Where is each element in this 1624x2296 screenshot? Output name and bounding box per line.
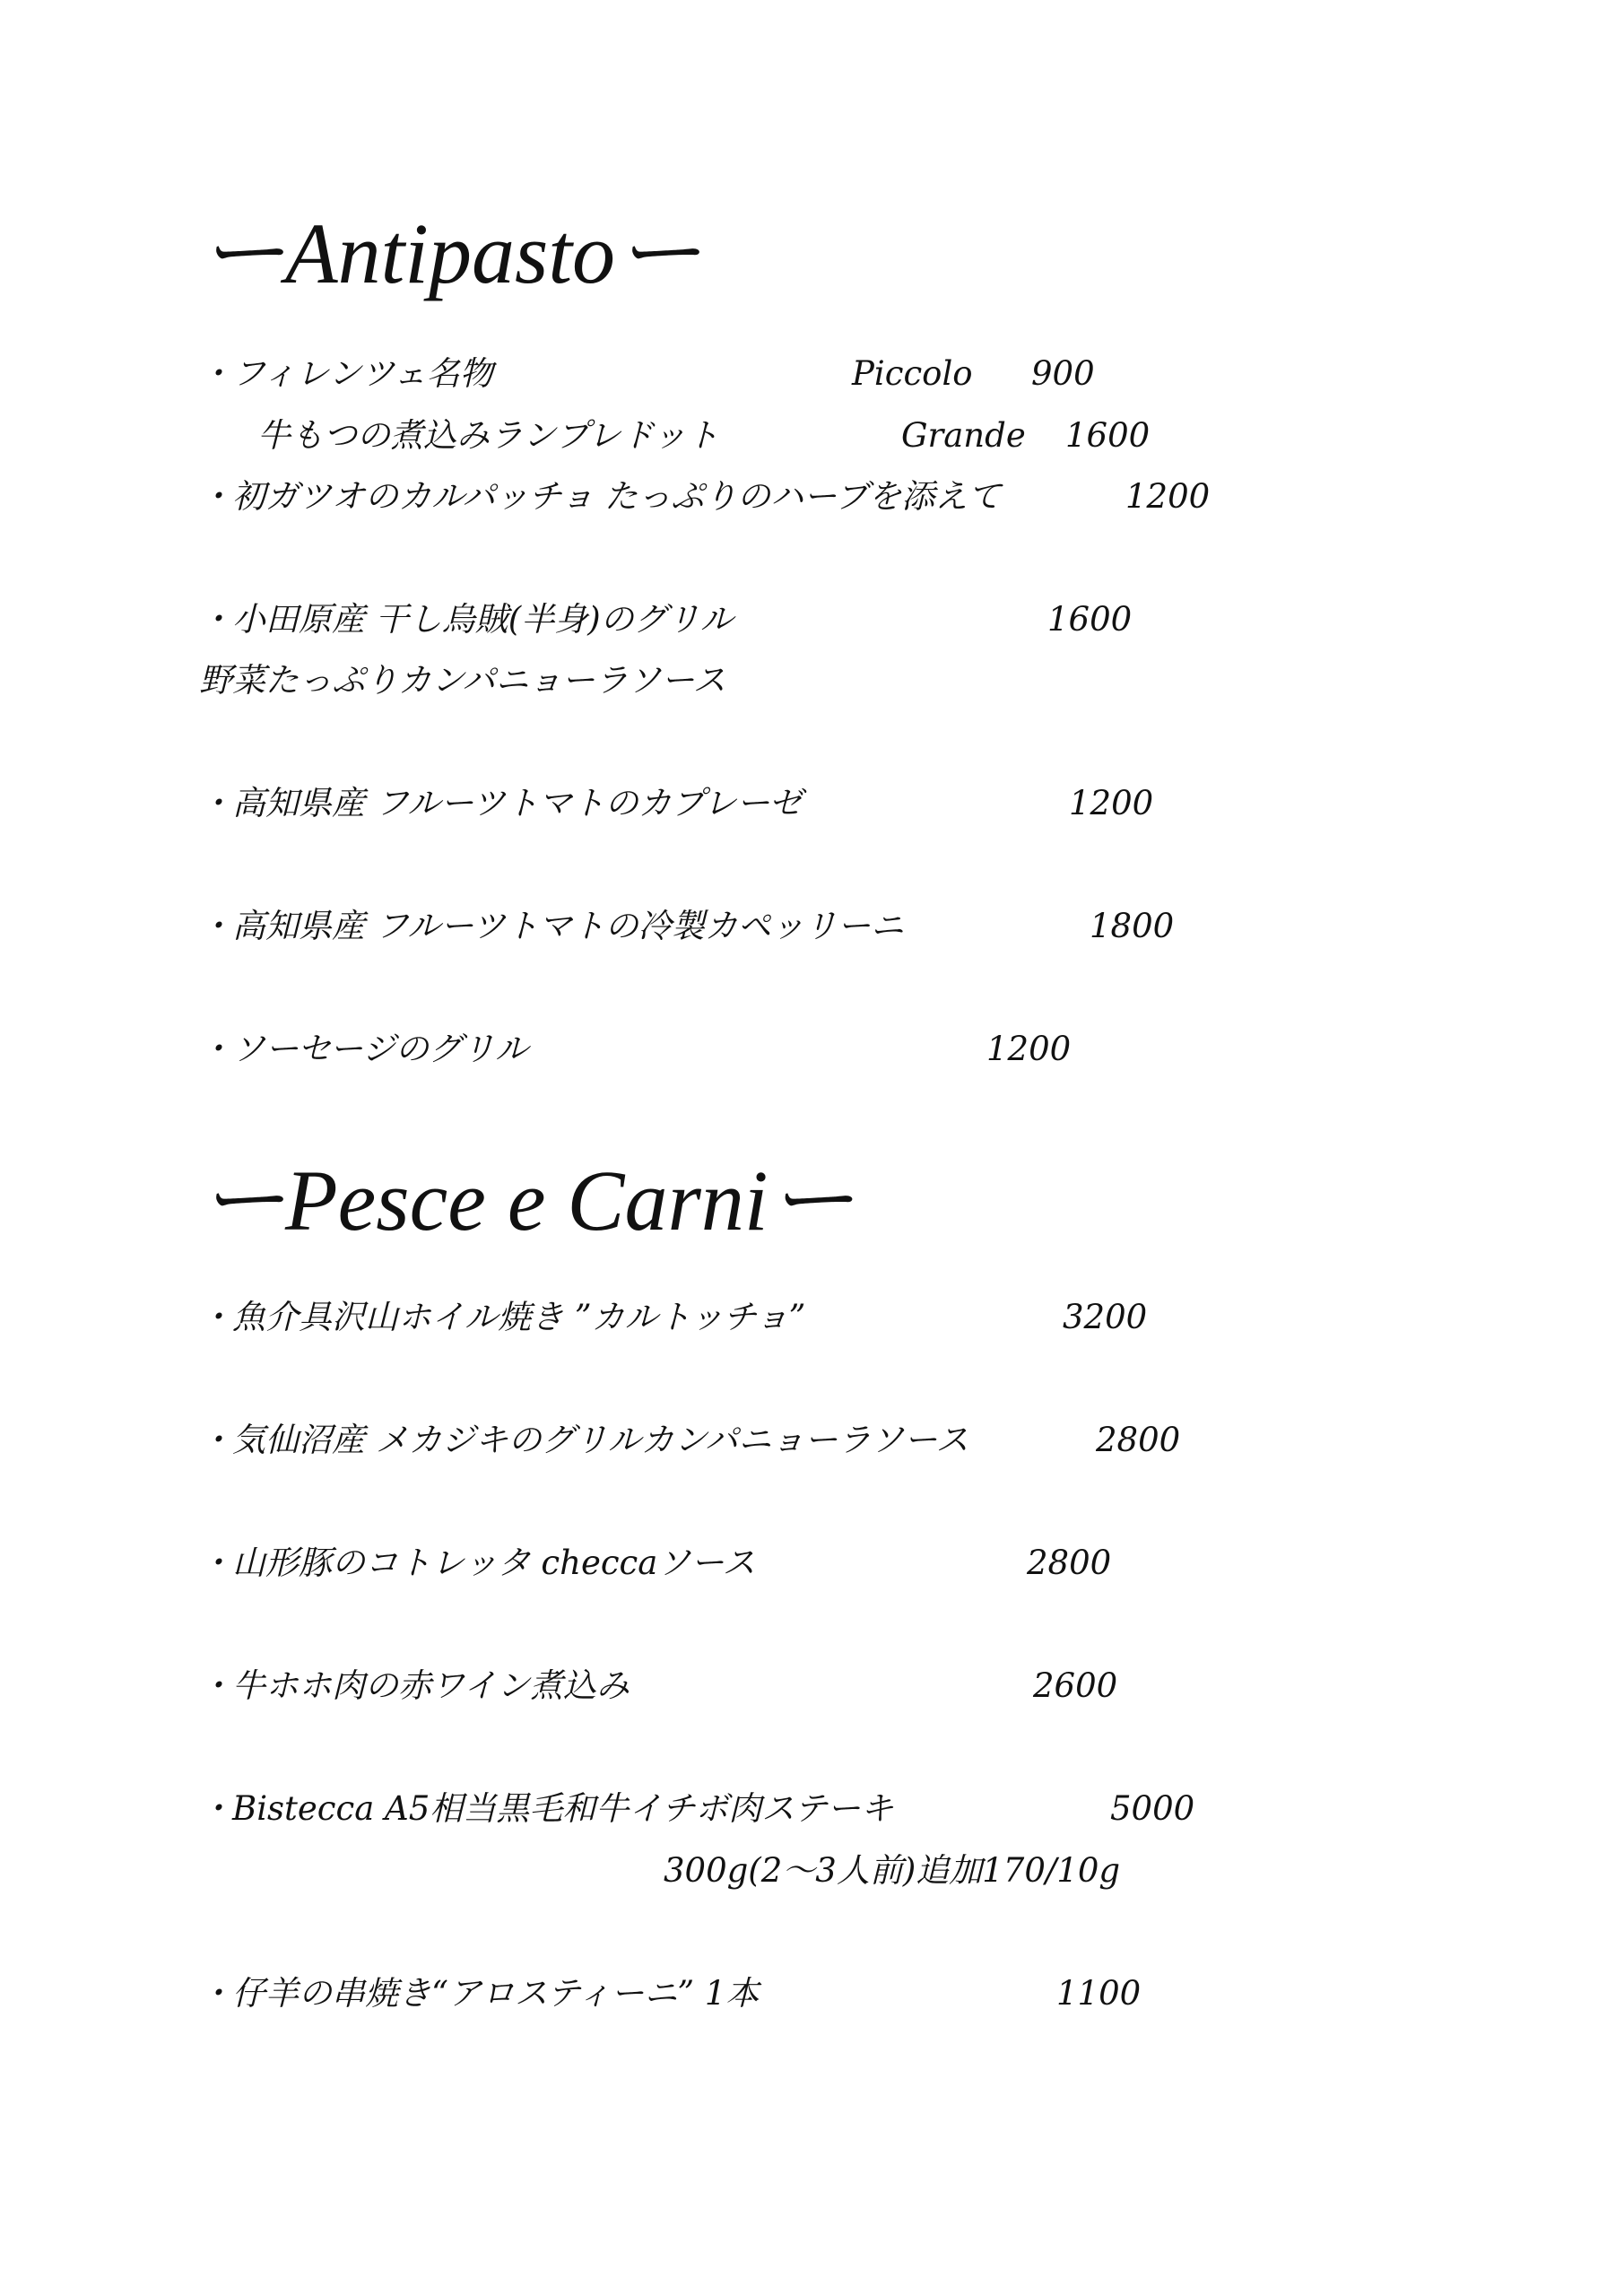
item-name: ・山形豚のコトレッタ checcaソース — [199, 1544, 756, 1582]
item-price: 5000 — [1110, 1789, 1195, 1828]
item-name: ・小田原産 干し烏賊(半身)のグリル — [199, 600, 734, 639]
item-price: 1200 — [986, 1030, 1072, 1068]
item-name: ・Bistecca A5相当黒毛和牛イチボ肉ステーキ — [199, 1789, 894, 1828]
item-price: 3200 — [1063, 1298, 1148, 1336]
item-price: 1200 — [1125, 477, 1211, 516]
item-name: ・高知県産 フルーツトマトの冷製カペッリーニ — [199, 907, 904, 945]
item-note: 300g(2〜3人前)追加170/10g — [664, 1851, 1121, 1890]
item-name: ・気仙沼産 メカジキのグリルカンパニョーラソース — [199, 1421, 969, 1459]
item-price: 1600 — [1047, 600, 1133, 639]
item-price: 2800 — [1027, 1544, 1112, 1582]
price-piccolo: 900 — [1031, 354, 1095, 393]
item-name: ・高知県産 フルーツトマトのカプレーゼ — [199, 784, 803, 822]
item-name: ・フィレンツェ名物 — [199, 354, 493, 393]
item-name: ・牛ホホ肉の赤ワイン煮込み — [199, 1666, 630, 1705]
item-name: ・仔羊の串焼き“アロスティーニ” 1本 — [199, 1974, 760, 2013]
item-price: 1200 — [1069, 784, 1154, 822]
size-label-grande: Grande — [901, 416, 1026, 455]
pesce-carni-heading: ーPesce e Carniー — [199, 1152, 855, 1248]
item-price: 1100 — [1056, 1974, 1142, 2013]
item-price: 2800 — [1096, 1421, 1181, 1459]
size-label-piccolo: Piccolo — [852, 354, 973, 393]
price-grande: 1600 — [1065, 416, 1151, 455]
item-name: ・魚介具沢山ホイル焼き ”カルトッチョ” — [199, 1298, 806, 1336]
item-name-line2: 野菜たっぷりカンパニョーラソース — [199, 661, 726, 700]
item-price: 1800 — [1090, 907, 1175, 945]
item-price: 2600 — [1033, 1666, 1118, 1705]
item-name-line2: 牛もつの煮込みランプレドット — [257, 416, 720, 455]
item-name: ・ソーセージのグリル — [199, 1030, 529, 1068]
antipasto-heading: ーAntipastoー — [199, 205, 702, 301]
item-name: ・初ガツオのカルパッチョ たっぷりのハーブを添えて — [199, 477, 1002, 516]
